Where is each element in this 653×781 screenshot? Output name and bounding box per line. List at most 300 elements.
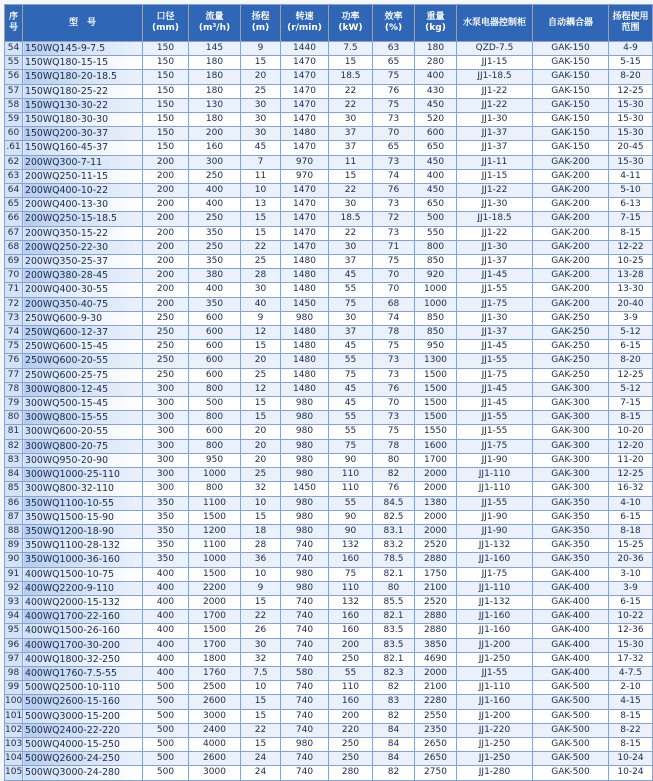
cell-model: 250WQ600-15-45 <box>23 340 143 354</box>
cell-model: 400WQ1800-32-250 <box>23 652 143 666</box>
cell-flow: 4000 <box>189 737 241 751</box>
cell-auto-coupler: GAK-300 <box>533 382 609 396</box>
cell-power: 250 <box>329 752 373 766</box>
cell-model: 150WQ180-25-22 <box>23 84 143 98</box>
table-row <box>5 212 653 226</box>
cell-head-range: 8-18 <box>609 524 653 538</box>
cell-flow: 600 <box>189 368 241 382</box>
cell-control-cabinet: JJ1-22 <box>457 98 533 112</box>
cell-auto-coupler: GAK-250 <box>533 326 609 340</box>
cell-model: 300WQ800-15-55 <box>23 411 143 425</box>
cell-head-range: 3-9 <box>609 311 653 325</box>
cell-power: 75 <box>329 439 373 453</box>
cell-head-range: 20-45 <box>609 141 653 155</box>
cell-efficiency: 84 <box>373 752 415 766</box>
table-row <box>5 752 653 766</box>
cell-power: 55 <box>329 496 373 510</box>
cell-model: 400WQ2000-15-132 <box>23 595 143 609</box>
cell-index: 62 <box>5 155 23 169</box>
cell-head-range: 15-30 <box>609 98 653 112</box>
cell-weight: 2000 <box>415 468 457 482</box>
cell-power: 200 <box>329 709 373 723</box>
cell-weight: 2350 <box>415 723 457 737</box>
cell-model: 150WQ145-9-7.5 <box>23 42 143 56</box>
cell-control-cabinet: JJ1-55 <box>457 283 533 297</box>
cell-model: 200WQ250-22-30 <box>23 240 143 254</box>
cell-speed: 1480 <box>281 326 329 340</box>
cell-auto-coupler: GAK-400 <box>533 638 609 652</box>
header-row <box>5 5 653 42</box>
table-row <box>5 368 653 382</box>
cell-control-cabinet: JJ1-160 <box>457 624 533 638</box>
cell-speed: 1480 <box>281 340 329 354</box>
table-row <box>5 42 653 56</box>
cell-speed: 580 <box>281 666 329 680</box>
cell-auto-coupler: GAK-500 <box>533 695 609 709</box>
cell-power: 22 <box>329 98 373 112</box>
cell-head-range: 12-25 <box>609 84 653 98</box>
cell-control-cabinet: JJ1-220 <box>457 723 533 737</box>
cell-efficiency: 82.5 <box>373 510 415 524</box>
cell-head: 10 <box>241 184 281 198</box>
cell-head-range: 8-15 <box>609 709 653 723</box>
table-row <box>5 524 653 538</box>
cell-index: 69 <box>5 255 23 269</box>
cell-speed: 1440 <box>281 42 329 56</box>
cell-caliber: 200 <box>143 297 189 311</box>
table-row <box>5 510 653 524</box>
cell-caliber: 400 <box>143 624 189 638</box>
cell-index: 102 <box>5 723 23 737</box>
cell-control-cabinet: JJ1-55 <box>457 354 533 368</box>
cell-power: 110 <box>329 581 373 595</box>
cell-head-range: 2-10 <box>609 681 653 695</box>
cell-head: 30 <box>241 113 281 127</box>
cell-head: 32 <box>241 652 281 666</box>
cell-control-cabinet: JJ1-30 <box>457 198 533 212</box>
cell-control-cabinet: JJ1-37 <box>457 255 533 269</box>
cell-control-cabinet: JJ1-45 <box>457 382 533 396</box>
cell-weight: 1500 <box>415 411 457 425</box>
cell-control-cabinet: JJ1-15 <box>457 56 533 70</box>
table-row <box>5 326 653 340</box>
cell-head-range: 8-15 <box>609 737 653 751</box>
cell-model: 250WQ600-9-30 <box>23 311 143 325</box>
cell-control-cabinet: JJ1-55 <box>457 666 533 680</box>
cell-power: 75 <box>329 297 373 311</box>
cell-head: 9 <box>241 311 281 325</box>
cell-flow: 2600 <box>189 752 241 766</box>
cell-caliber: 300 <box>143 411 189 425</box>
table-row <box>5 226 653 240</box>
cell-index: 76 <box>5 354 23 368</box>
cell-efficiency: 75 <box>373 98 415 112</box>
cell-flow: 145 <box>189 42 241 56</box>
cell-caliber: 200 <box>143 226 189 240</box>
cell-caliber: 300 <box>143 382 189 396</box>
table-row <box>5 695 653 709</box>
cell-flow: 1700 <box>189 638 241 652</box>
cell-efficiency: 74 <box>373 169 415 183</box>
cell-weight: 1000 <box>415 283 457 297</box>
cell-power: 220 <box>329 723 373 737</box>
table-row <box>5 553 653 567</box>
cell-speed: 740 <box>281 610 329 624</box>
cell-caliber: 150 <box>143 70 189 84</box>
cell-speed: 740 <box>281 709 329 723</box>
cell-auto-coupler: GAK-500 <box>533 737 609 751</box>
cell-control-cabinet: JJ1-90 <box>457 524 533 538</box>
cell-speed: 980 <box>281 567 329 581</box>
cell-auto-coupler: GAK-500 <box>533 766 609 780</box>
cell-efficiency: 76 <box>373 382 415 396</box>
cell-weight: 2000 <box>415 666 457 680</box>
cell-flow: 600 <box>189 311 241 325</box>
cell-head-range: 12-25 <box>609 368 653 382</box>
cell-head: 15 <box>241 695 281 709</box>
cell-index: 88 <box>5 524 23 538</box>
cell-weight: 2880 <box>415 624 457 638</box>
cell-caliber: 300 <box>143 468 189 482</box>
cell-model: 150WQ130-30-22 <box>23 98 143 112</box>
cell-model: 200WQ250-15-18.5 <box>23 212 143 226</box>
cell-power: 37 <box>329 326 373 340</box>
cell-index: 55 <box>5 56 23 70</box>
cell-weight: 850 <box>415 326 457 340</box>
cell-caliber: 500 <box>143 766 189 780</box>
cell-model: 500WQ2500-10-110 <box>23 681 143 695</box>
cell-power: 160 <box>329 695 373 709</box>
cell-weight: 3850 <box>415 638 457 652</box>
cell-head: 10 <box>241 496 281 510</box>
cell-caliber: 150 <box>143 56 189 70</box>
cell-auto-coupler: GAK-150 <box>533 113 609 127</box>
header-speed: 转速 (r/min) <box>281 5 329 42</box>
cell-index: 67 <box>5 226 23 240</box>
cell-speed: 980 <box>281 468 329 482</box>
cell-weight: 2000 <box>415 482 457 496</box>
cell-weight: 2100 <box>415 681 457 695</box>
cell-caliber: 150 <box>143 127 189 141</box>
cell-speed: 980 <box>281 453 329 467</box>
cell-speed: 1470 <box>281 184 329 198</box>
cell-head-range: 12-22 <box>609 240 653 254</box>
cell-efficiency: 65 <box>373 141 415 155</box>
cell-speed: 980 <box>281 510 329 524</box>
cell-control-cabinet: JJ1-18.5 <box>457 70 533 84</box>
cell-speed: 1470 <box>281 70 329 84</box>
cell-flow: 600 <box>189 340 241 354</box>
cell-auto-coupler: GAK-300 <box>533 397 609 411</box>
cell-flow: 180 <box>189 84 241 98</box>
cell-caliber: 350 <box>143 510 189 524</box>
cell-flow: 400 <box>189 283 241 297</box>
cell-head-range: 10-24 <box>609 752 653 766</box>
cell-caliber: 200 <box>143 212 189 226</box>
cell-head: 9 <box>241 42 281 56</box>
cell-auto-coupler: GAK-500 <box>533 709 609 723</box>
cell-efficiency: 73 <box>373 113 415 127</box>
cell-control-cabinet: JJ1-110 <box>457 681 533 695</box>
header-index: 序号 <box>5 5 23 42</box>
cell-control-cabinet: JJ1-55 <box>457 425 533 439</box>
cell-weight: 650 <box>415 141 457 155</box>
cell-power: 55 <box>329 425 373 439</box>
cell-index: 83 <box>5 453 23 467</box>
cell-head: 9 <box>241 581 281 595</box>
cell-weight: 1500 <box>415 382 457 396</box>
cell-index: 90 <box>5 553 23 567</box>
cell-power: 30 <box>329 198 373 212</box>
cell-head: 15 <box>241 56 281 70</box>
table-row <box>5 70 653 84</box>
cell-head-range: 6-15 <box>609 595 653 609</box>
cell-control-cabinet: JJ1-250 <box>457 752 533 766</box>
cell-index: 63 <box>5 169 23 183</box>
cell-speed: 1450 <box>281 297 329 311</box>
cell-weight: 650 <box>415 198 457 212</box>
cell-power: 90 <box>329 453 373 467</box>
cell-control-cabinet: JJ1-250 <box>457 737 533 751</box>
cell-auto-coupler: GAK-150 <box>533 42 609 56</box>
cell-speed: 1470 <box>281 226 329 240</box>
cell-flow: 250 <box>189 212 241 226</box>
cell-power: 18.5 <box>329 212 373 226</box>
cell-index: 86 <box>5 496 23 510</box>
cell-model: 400WQ1760-7.5-55 <box>23 666 143 680</box>
cell-speed: 970 <box>281 169 329 183</box>
cell-control-cabinet: JJ1-132 <box>457 595 533 609</box>
cell-weight: 2000 <box>415 524 457 538</box>
cell-control-cabinet: JJ1-132 <box>457 539 533 553</box>
cell-head-range: 15-30 <box>609 127 653 141</box>
cell-flow: 800 <box>189 482 241 496</box>
cell-efficiency: 80 <box>373 453 415 467</box>
cell-weight: 1300 <box>415 354 457 368</box>
table-row <box>5 425 653 439</box>
cell-caliber: 400 <box>143 638 189 652</box>
cell-flow: 350 <box>189 255 241 269</box>
cell-head: 30 <box>241 638 281 652</box>
cell-caliber: 400 <box>143 567 189 581</box>
cell-power: 90 <box>329 524 373 538</box>
cell-weight: 920 <box>415 269 457 283</box>
cell-control-cabinet: JJ1-75 <box>457 368 533 382</box>
cell-control-cabinet: JJ1-18.5 <box>457 212 533 226</box>
table-row <box>5 141 653 155</box>
cell-efficiency: 70 <box>373 127 415 141</box>
cell-power: 22 <box>329 84 373 98</box>
cell-head-range: 10-24 <box>609 766 653 780</box>
cell-weight: 2880 <box>415 553 457 567</box>
cell-flow: 400 <box>189 184 241 198</box>
cell-flow: 250 <box>189 169 241 183</box>
header-auto-coupler: 自动耦合器 <box>533 5 609 42</box>
cell-model: 200WQ300-7-11 <box>23 155 143 169</box>
cell-efficiency: 76 <box>373 84 415 98</box>
cell-efficiency: 82.3 <box>373 666 415 680</box>
cell-model: 200WQ400-13-30 <box>23 198 143 212</box>
cell-weight: 550 <box>415 226 457 240</box>
cell-flow: 2600 <box>189 695 241 709</box>
cell-caliber: 300 <box>143 425 189 439</box>
cell-model: 300WQ800-20-75 <box>23 439 143 453</box>
cell-model: 200WQ380-28-45 <box>23 269 143 283</box>
cell-power: 132 <box>329 595 373 609</box>
cell-model: 300WQ950-20-90 <box>23 453 143 467</box>
cell-caliber: 150 <box>143 141 189 155</box>
cell-index: 89 <box>5 539 23 553</box>
cell-auto-coupler: GAK-400 <box>533 595 609 609</box>
cell-speed: 980 <box>281 311 329 325</box>
cell-auto-coupler: GAK-400 <box>533 581 609 595</box>
cell-caliber: 400 <box>143 581 189 595</box>
cell-weight: 2000 <box>415 510 457 524</box>
cell-index: 64 <box>5 184 23 198</box>
cell-index: 81 <box>5 425 23 439</box>
cell-index: 87 <box>5 510 23 524</box>
cell-head-range: 8-15 <box>609 411 653 425</box>
cell-auto-coupler: GAK-200 <box>533 269 609 283</box>
cell-model: 150WQ200-30-37 <box>23 127 143 141</box>
cell-efficiency: 84 <box>373 737 415 751</box>
table-row <box>5 666 653 680</box>
cell-caliber: 500 <box>143 752 189 766</box>
cell-efficiency: 70 <box>373 269 415 283</box>
cell-index: 66 <box>5 212 23 226</box>
cell-model: 500WQ3000-15-200 <box>23 709 143 723</box>
cell-speed: 980 <box>281 397 329 411</box>
cell-weight: 2100 <box>415 581 457 595</box>
cell-control-cabinet: JJ1-15 <box>457 169 533 183</box>
cell-head-range: 5-10 <box>609 184 653 198</box>
cell-caliber: 200 <box>143 269 189 283</box>
cell-caliber: 200 <box>143 155 189 169</box>
cell-head-range: 20-36 <box>609 553 653 567</box>
cell-caliber: 400 <box>143 652 189 666</box>
cell-flow: 1500 <box>189 567 241 581</box>
table-row <box>5 539 653 553</box>
table-row <box>5 496 653 510</box>
table-row <box>5 411 653 425</box>
cell-head-range: 10-22 <box>609 610 653 624</box>
cell-speed: 1480 <box>281 255 329 269</box>
cell-head: 25 <box>241 468 281 482</box>
cell-control-cabinet: JJ1-30 <box>457 311 533 325</box>
cell-auto-coupler: GAK-300 <box>533 425 609 439</box>
cell-efficiency: 75 <box>373 425 415 439</box>
cell-caliber: 200 <box>143 198 189 212</box>
cell-caliber: 150 <box>143 42 189 56</box>
cell-auto-coupler: GAK-200 <box>533 212 609 226</box>
cell-head: 22 <box>241 610 281 624</box>
cell-auto-coupler: GAK-150 <box>533 84 609 98</box>
cell-auto-coupler: GAK-300 <box>533 439 609 453</box>
cell-efficiency: 78.5 <box>373 553 415 567</box>
cell-power: 15 <box>329 56 373 70</box>
cell-caliber: 300 <box>143 482 189 496</box>
cell-head: 7.5 <box>241 666 281 680</box>
table-row <box>5 255 653 269</box>
cell-index: 104 <box>5 752 23 766</box>
cell-head-range: 5-12 <box>609 326 653 340</box>
cell-head-range: 12-20 <box>609 439 653 453</box>
table-row <box>5 113 653 127</box>
cell-efficiency: 83.2 <box>373 539 415 553</box>
cell-control-cabinet: JJ1-45 <box>457 340 533 354</box>
cell-auto-coupler: GAK-200 <box>533 184 609 198</box>
cell-head: 30 <box>241 127 281 141</box>
cell-head-range: 12-36 <box>609 624 653 638</box>
cell-weight: 850 <box>415 311 457 325</box>
cell-power: 11 <box>329 155 373 169</box>
cell-model: 150WQ160-45-37 <box>23 141 143 155</box>
cell-power: 250 <box>329 652 373 666</box>
cell-flow: 1800 <box>189 652 241 666</box>
cell-head: 15 <box>241 226 281 240</box>
cell-weight: 2280 <box>415 695 457 709</box>
cell-speed: 980 <box>281 439 329 453</box>
cell-weight: 800 <box>415 240 457 254</box>
cell-power: 55 <box>329 666 373 680</box>
cell-power: 30 <box>329 113 373 127</box>
cell-speed: 740 <box>281 752 329 766</box>
cell-weight: 450 <box>415 98 457 112</box>
cell-head: 20 <box>241 70 281 84</box>
cell-weight: 450 <box>415 184 457 198</box>
cell-head: 15 <box>241 212 281 226</box>
cell-auto-coupler: GAK-200 <box>533 240 609 254</box>
cell-auto-coupler: GAK-150 <box>533 56 609 70</box>
cell-auto-coupler: GAK-500 <box>533 681 609 695</box>
cell-weight: 1500 <box>415 397 457 411</box>
cell-weight: 850 <box>415 255 457 269</box>
cell-model: 200WQ350-40-75 <box>23 297 143 311</box>
cell-auto-coupler: GAK-150 <box>533 70 609 84</box>
cell-weight: 280 <box>415 56 457 70</box>
cell-control-cabinet: JJ1-110 <box>457 482 533 496</box>
cell-head-range: 8-15 <box>609 226 653 240</box>
cell-index: 54 <box>5 42 23 56</box>
cell-power: 200 <box>329 638 373 652</box>
cell-flow: 250 <box>189 240 241 254</box>
cell-head: 20 <box>241 354 281 368</box>
cell-control-cabinet: JJ1-55 <box>457 411 533 425</box>
cell-index: 92 <box>5 581 23 595</box>
cell-head: 15 <box>241 595 281 609</box>
cell-model: 200WQ250-11-15 <box>23 169 143 183</box>
table-row <box>5 297 653 311</box>
cell-head-range: 6-15 <box>609 510 653 524</box>
cell-index: 75 <box>5 340 23 354</box>
cell-efficiency: 83.5 <box>373 624 415 638</box>
cell-weight: 600 <box>415 127 457 141</box>
cell-control-cabinet: JJ1-90 <box>457 510 533 524</box>
cell-head-range: 5-12 <box>609 382 653 396</box>
cell-weight: 400 <box>415 169 457 183</box>
cell-efficiency: 63 <box>373 42 415 56</box>
cell-head: 15 <box>241 411 281 425</box>
cell-head: 40 <box>241 297 281 311</box>
cell-flow: 160 <box>189 141 241 155</box>
header-weight: 重量 (kg) <box>415 5 457 42</box>
cell-head: 7 <box>241 155 281 169</box>
cell-control-cabinet: JJ1-75 <box>457 297 533 311</box>
cell-model: 500WQ4000-15-250 <box>23 737 143 751</box>
cell-efficiency: 82 <box>373 709 415 723</box>
cell-control-cabinet: JJ1-55 <box>457 496 533 510</box>
cell-flow: 3000 <box>189 709 241 723</box>
